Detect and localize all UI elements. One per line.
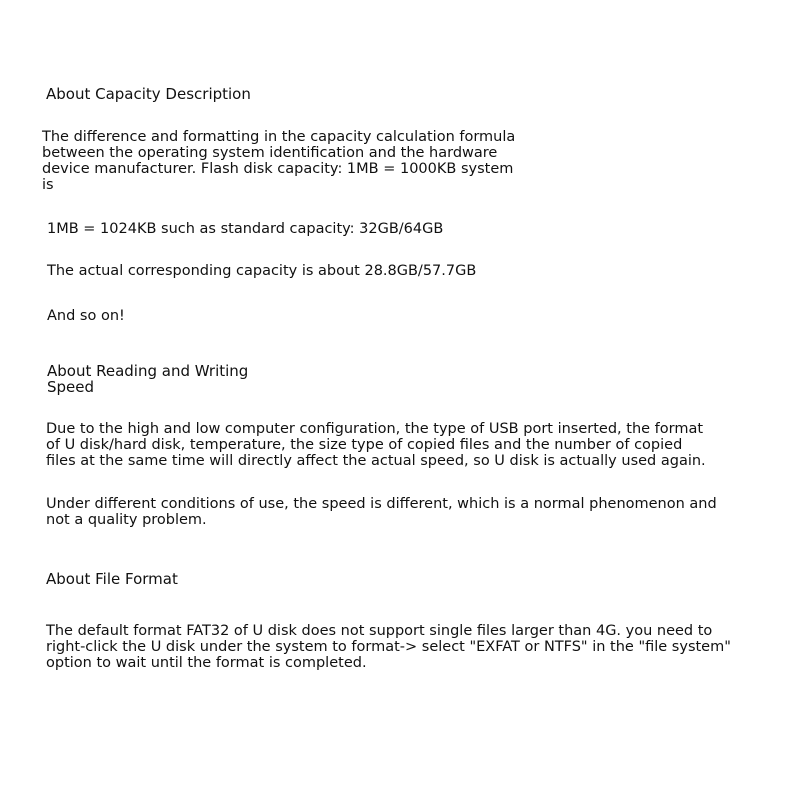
capacity-heading: About Capacity Description <box>46 85 251 103</box>
file-format-heading: About File Format <box>46 570 178 588</box>
speed-paragraph-1: Due to the high and low computer configuration, the type of USB port inserted, the format of U disk/hard disk, temperature, the size type of copied files and the number of copied files at the same time will directly affect the actual speed, so U disk is actually used again. <box>46 421 706 469</box>
speed-heading: About Reading and Writing Speed <box>47 362 249 396</box>
and-so-on-text: And so on! <box>47 308 125 324</box>
actual-capacity-text: The actual corresponding capacity is about 28.8GB/57.7GB <box>47 263 477 279</box>
capacity-intro-paragraph: The difference and formatting in the capacity calculation formula between the operating system identification and the hardware device manufacturer. Flash disk capacity: 1MB = 1000KB system is <box>42 129 516 193</box>
standard-capacity-text: 1MB = 1024KB such as standard capacity: 32GB/64GB <box>47 221 444 237</box>
file-format-paragraph: The default format FAT32 of U disk does not support single files larger than 4G. you need to right-click the U disk under the system to format-> select "EXFAT or NTFS" in the "file system" option to wait until the format is completed. <box>46 623 731 671</box>
speed-paragraph-2: Under different conditions of use, the speed is different, which is a normal phenomenon and not a quality problem. <box>46 496 717 528</box>
